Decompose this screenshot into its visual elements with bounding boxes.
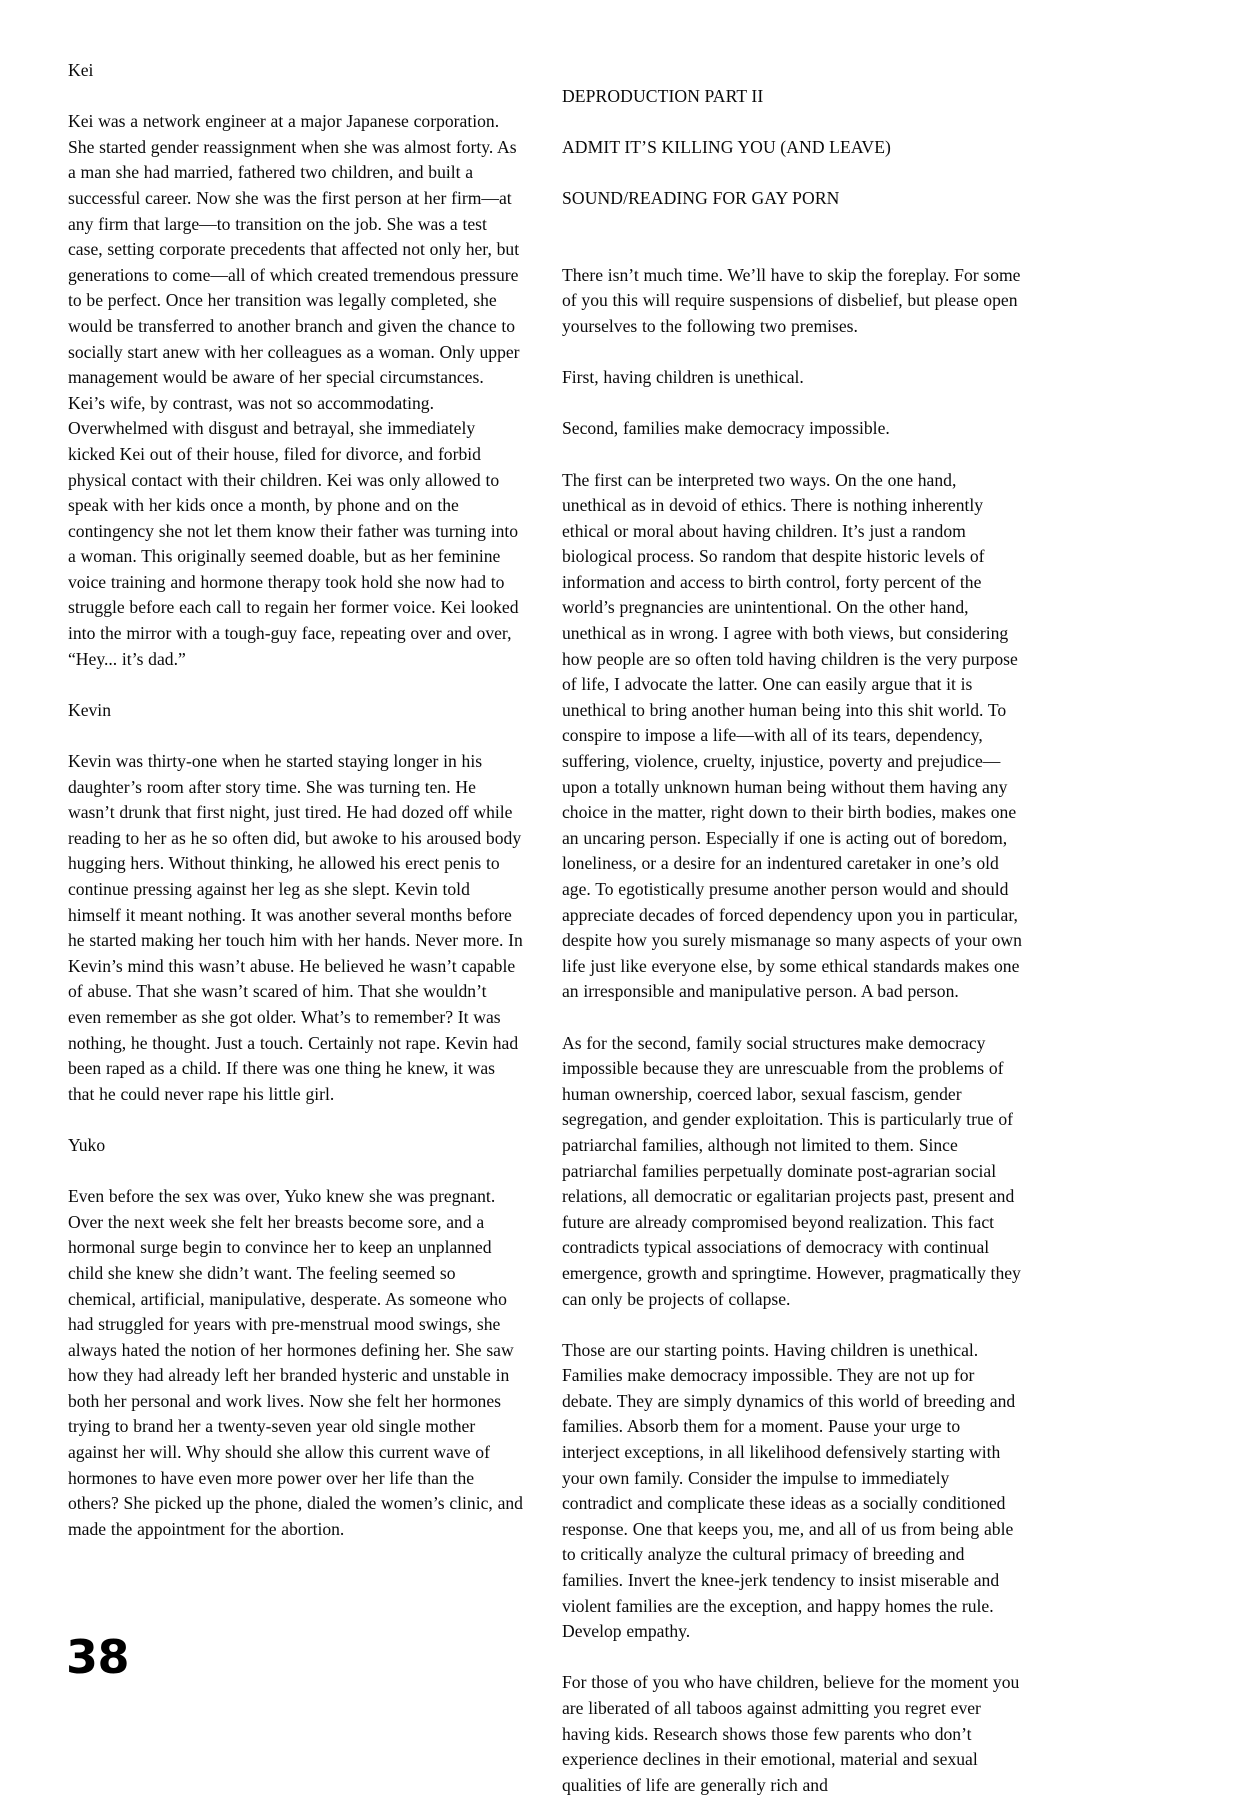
article-paragraph-1: There isn’t much time. We’ll have to skip the foreplay. For some of you this will require suspensions of disbelief, but please open yourselves to the following two premises. bbox=[562, 264, 1021, 336]
section-body-kevin: Kevin was thirty-one when he started staying longer in his daughter’s room after story time. She was turning ten. He wasn’t drunk that first night, just tired. He had dozed off while reading to her as he so often did, but awoke to his aroused body hugging hers. Without thinking, he allowed his erect penis to continue pressing against her leg as she slept. Kevin told himself it meant nothing. It was another several months before he started making her touch him with her hands. Never more. In Kevin’s mind this wasn’t abuse. He believed he wasn’t capable of abuse. That she wasn’t scared of him. That she wouldn’t even remember as she got older. What’s to remember? It was nothing, he thought. Just a touch. Certainly not rape. Kevin had been raped as a child. If there was one thing he knew, it was that he could never rape his little girl. bbox=[68, 751, 523, 1104]
left-column bbox=[68, 58, 524, 1542]
article-title-line-3: SOUND/READING FOR GAY PORN bbox=[562, 187, 840, 208]
section-heading-kei: Kei bbox=[68, 60, 94, 80]
article-paragraph-3: Second, families make democracy impossible. bbox=[562, 418, 890, 439]
section-heading-yuko: Yuko bbox=[68, 1134, 106, 1155]
page-number: 38 bbox=[66, 1630, 130, 1684]
article-paragraph-7: For those of you who have children, believe for the moment you are liberated of all taboos against admitting you regret ever having kids. Research shows those few parents who don’t experience declines in their emotional, material and sexual qualities of life are generally rich and bbox=[562, 1672, 1020, 1795]
article-title-line-1: DEPRODUCTION PART II bbox=[562, 85, 764, 106]
right-column bbox=[562, 58, 1022, 1798]
section-body-kei: Kei was a network engineer at a major Japanese corporation. She started gender reassignment when she was almost forty. As a man she had married, fathered two children, and built a successful career. Now she was the first person at her firm—at any firm that large—to transition on the job. She was a test case, setting corporate precedents that affected not only her, but generations to come—all of which created tremendous pressure to be perfect. Once her transition was legally completed, she would be transferred to another branch and given the chance to socially start anew with her colleagues as a woman. Only upper management would be aware of her special circumstances. Kei’s wife, by contrast, was not so accommodating. Overwhelmed with disgust and betrayal, she immediately kicked Kei out of their house, filed for divorce, and forbid physical contact with their children. Kei was only allowed to speak with her kids once a month, by phone and on the contingency she not let them know their father was turning into a woman. This originally seemed doable, but as her feminine voice training and hormone therapy took hold she now had to struggle before each call to regain her former voice. Kei looked into the mirror with a tough-guy face, repeating over and over, “Hey... it’s dad.” bbox=[68, 111, 520, 669]
article-paragraph-2: First, having children is unethical. bbox=[562, 367, 804, 388]
section-heading-kevin: Kevin bbox=[68, 699, 111, 720]
section-body-yuko: Even before the sex was over, Yuko knew she was pregnant. Over the next week she felt her breasts become sore, and a hormonal surge begin to convince her to keep an unplanned child she knew she didn’t want. The feeling seemed so chemical, artificial, manipulative, desperate. As someone who had struggled for years with pre-menstrual mood swings, she always hated the notion of her hormones defining her. She saw how they had already left her branded hysteric and unstable in both her personal and work lives. Now she felt her hormones trying to brand her a twenty-seven year old single mother against her will. Why should she allow this current wave of hormones to have even more power over her life than the others? She picked up the phone, dialed the women’s clinic, and made the appointment for the abortion. bbox=[68, 1186, 523, 1539]
article-paragraph-6: Those are our starting points. Having children is unethical. Families make democracy impossible. They are not up for debate. They are simply dynamics of this world of breeding and families. Absorb them for a moment. Pause your urge to interject exceptions, in all likelihood defensively starting with your own family. Consider the impulse to immediately contradict and complicate these ideas as a socially conditioned response. One that keeps you, me, and all of us from being able to critically analyze the cultural primacy of breeding and families. Invert the knee-jerk tendency to insist miserable and violent families are the exception, and happy homes the rule. Develop empathy. bbox=[562, 1339, 1016, 1642]
article-title-block bbox=[562, 58, 1022, 237]
article-paragraph-5: As for the second, family social structures make democracy impossible because they are unrescuable from the problems of human ownership, coerced labor, sexual fascism, gender segregation, and gender exploitation. This is particularly true of patriarchal families, although not limited to them. Since patriarchal families perpetually dominate post-agrarian social relations, all democratic or egalitarian projects past, present and future are already compromised beyond realization. This fact contradicts typical associations of democracy with continual emergence, growth and springtime. However, pragmatically they can only be projects of collapse. bbox=[562, 1032, 1021, 1309]
article-paragraph-4: The first can be interpreted two ways. On the one hand, unethical as in devoid of ethics. There is nothing inherently ethical or moral about having children. It’s just a random biological process. So random that despite historic levels of information and access to birth control, forty percent of the world’s pregnancies are unintentional. On the other hand, unethical as in wrong. I agree with both views, but considering how people are so often told having children is the very purpose of life, I advocate the latter. One can easily argue that it is unethical to bring another human being into this shit world. To conspire to impose a life—with all of its tears, dependency, suffering, violence, cruelty, injustice, poverty and prejudice—upon a totally unknown human being without them having any choice in the matter, right down to their birth bodies, makes one an uncaring person. Especially if one is acting out of boredom, loneliness, or a desire for an indentured caretaker in one’s old age. To egotistically presume another person would and should appreciate decades of forced dependency upon you in particular, despite how you surely mismanage so many aspects of your own life just like everyone else, by some ethical standards makes one an irresponsible and manipulative person. A bad person. bbox=[562, 469, 1022, 1002]
article-title-line-2: ADMIT IT’S KILLING YOU (AND LEAVE) bbox=[562, 136, 891, 157]
